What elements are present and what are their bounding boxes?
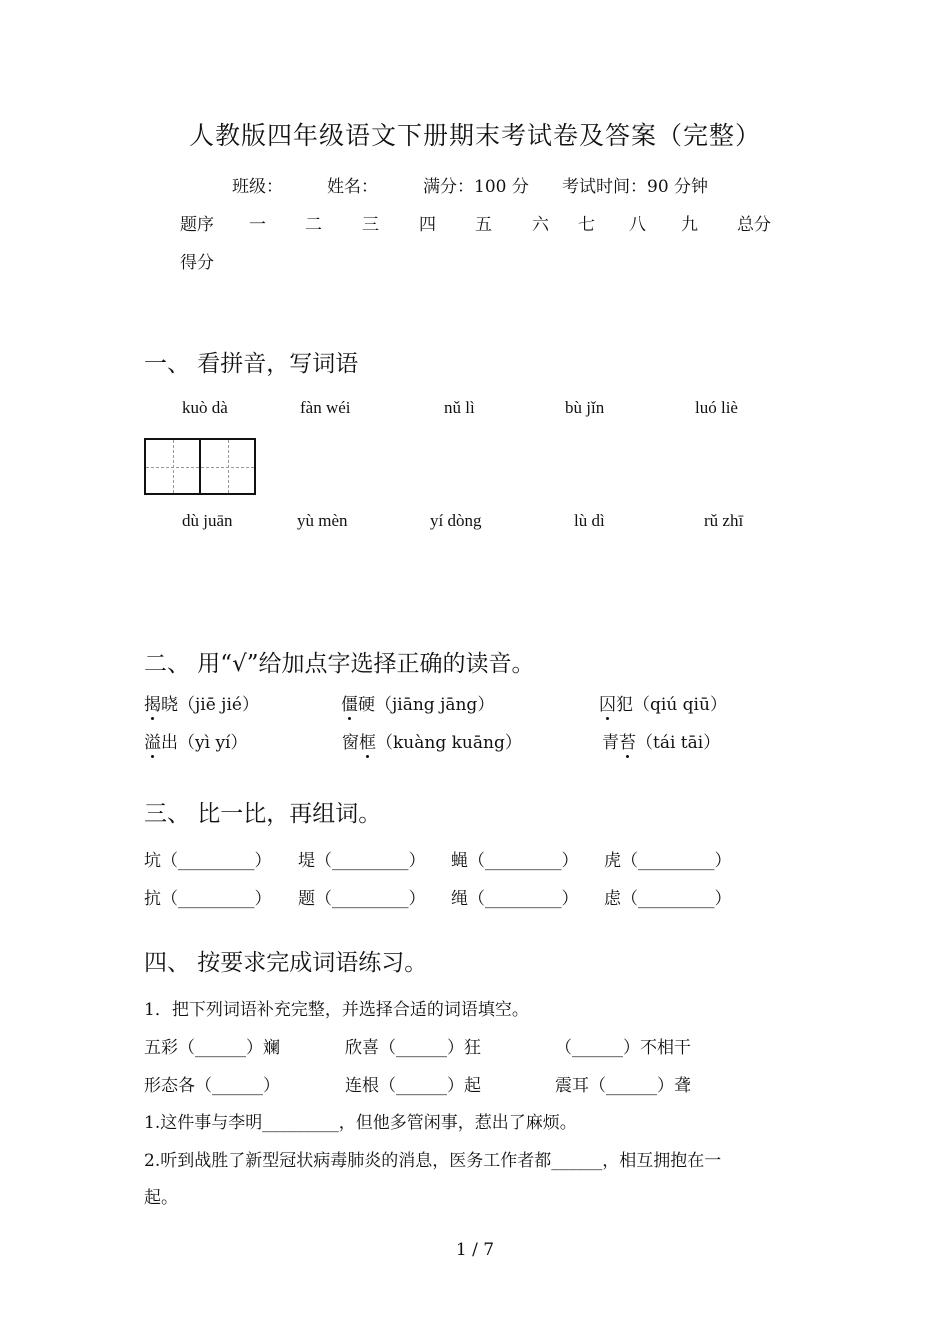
table-header-cell: 五 <box>475 215 492 235</box>
plain-char: 青 <box>602 733 619 753</box>
idiom-blank[interactable]: 震耳（______）聋 <box>555 1076 691 1096</box>
time-label: 考试时间：90 分钟 <box>562 177 709 197</box>
pinyin-item: luó liè <box>695 398 738 417</box>
question-text: 1．把下列词语补充完整，并选择合适的词语填空。 <box>144 1000 529 1020</box>
idiom-blank[interactable]: 连根（______）起 <box>345 1076 481 1096</box>
writing-cell[interactable] <box>146 440 199 493</box>
dotted-char: 揭 <box>144 690 161 715</box>
reading-choice[interactable] <box>599 690 727 715</box>
reading-choice[interactable] <box>144 728 248 753</box>
section3-heading: 三、 比一比，再组词。 <box>144 801 382 827</box>
reading-choice[interactable] <box>341 690 494 715</box>
pinyin-item: bù jǐn <box>565 398 605 417</box>
page-number: 1 / 7 <box>455 1240 495 1260</box>
word-blank[interactable]: 坑（_________） <box>144 851 272 871</box>
section1-heading: 一、 看拼音，写词语 <box>144 351 359 377</box>
word-blank[interactable]: 抗（_________） <box>144 889 272 909</box>
table-header-cell: 四 <box>419 215 436 235</box>
reading-options: 出（yì yí） <box>161 733 248 753</box>
pinyin-item: dù juān <box>182 511 233 530</box>
idiom-blank[interactable]: 欣喜（______）狂 <box>345 1038 481 1058</box>
reading-options: 硬（jiāng jāng） <box>358 695 495 715</box>
pinyin-item: nǔ lì <box>444 398 475 417</box>
pinyin-item: lù dì <box>574 511 605 530</box>
table-header-cell: 九 <box>681 215 698 235</box>
section4-heading: 四、 按要求完成词语练习。 <box>144 950 428 976</box>
word-blank[interactable]: 题（_________） <box>298 889 426 909</box>
reading-options: （kuàng kuāng） <box>376 733 522 753</box>
sentence-text: 起。 <box>144 1188 178 1208</box>
reading-choice[interactable] <box>602 728 720 753</box>
reading-options: 犯（qiú qiū） <box>616 695 727 715</box>
reading-choice[interactable] <box>342 728 522 753</box>
page-title: 人教版四年级语文下册期末考试卷及答案（完整） <box>188 121 761 150</box>
pinyin-item: fàn wéi <box>300 398 351 417</box>
reading-choice[interactable] <box>144 690 259 715</box>
word-blank[interactable]: 蝇（_________） <box>451 851 579 871</box>
idiom-blank[interactable]: 形态各（______） <box>144 1076 280 1096</box>
writing-grid[interactable] <box>144 438 256 495</box>
word-blank[interactable]: 虑（_________） <box>604 889 732 909</box>
table-score-label: 得分 <box>180 253 214 273</box>
table-header-cell: 总分 <box>737 215 771 235</box>
word-blank[interactable]: 虎（_________） <box>604 851 732 871</box>
sentence-blank[interactable]: 2.听到战胜了新型冠状病毒肺炎的消息，医务工作者都______，相互拥抱在一 <box>144 1151 722 1171</box>
idiom-blank[interactable]: 五彩（______）斓 <box>144 1038 280 1058</box>
dotted-char: 框 <box>359 728 376 753</box>
idiom-blank[interactable]: （______）不相干 <box>555 1038 691 1058</box>
word-blank[interactable]: 绳（_________） <box>451 889 579 909</box>
pinyin-item: rǔ zhī <box>704 511 744 530</box>
sentence-blank[interactable]: 1.这件事与李明_________，但他多管闲事，惹出了麻烦。 <box>144 1113 577 1133</box>
table-header-cell: 题序 <box>180 215 214 235</box>
plain-char: 窗 <box>342 733 359 753</box>
pinyin-item: yù mèn <box>297 511 348 530</box>
writing-cell[interactable] <box>199 440 254 493</box>
reading-options: 晓（jiē jié） <box>161 695 259 715</box>
table-header-cell: 二 <box>305 215 322 235</box>
table-header-cell: 七 <box>578 215 595 235</box>
table-header-cell: 六 <box>532 215 549 235</box>
dotted-char: 苔 <box>619 728 636 753</box>
dotted-char: 僵 <box>341 690 358 715</box>
table-header-cell: 三 <box>362 215 379 235</box>
score-label: 满分：100 分 <box>423 177 529 197</box>
dotted-char: 囚 <box>599 690 616 715</box>
dotted-char: 溢 <box>144 728 161 753</box>
word-blank[interactable]: 堤（_________） <box>298 851 426 871</box>
pinyin-item: kuò dà <box>182 398 228 417</box>
pinyin-item: yí dòng <box>430 511 482 530</box>
name-label: 姓名： <box>327 177 378 197</box>
class-label: 班级： <box>232 177 283 197</box>
reading-options: （tái tāi） <box>636 733 721 753</box>
table-header-cell: 八 <box>629 215 646 235</box>
section2-heading: 二、 用“√”给加点字选择正确的读音。 <box>144 651 535 677</box>
table-header-cell: 一 <box>249 215 266 235</box>
